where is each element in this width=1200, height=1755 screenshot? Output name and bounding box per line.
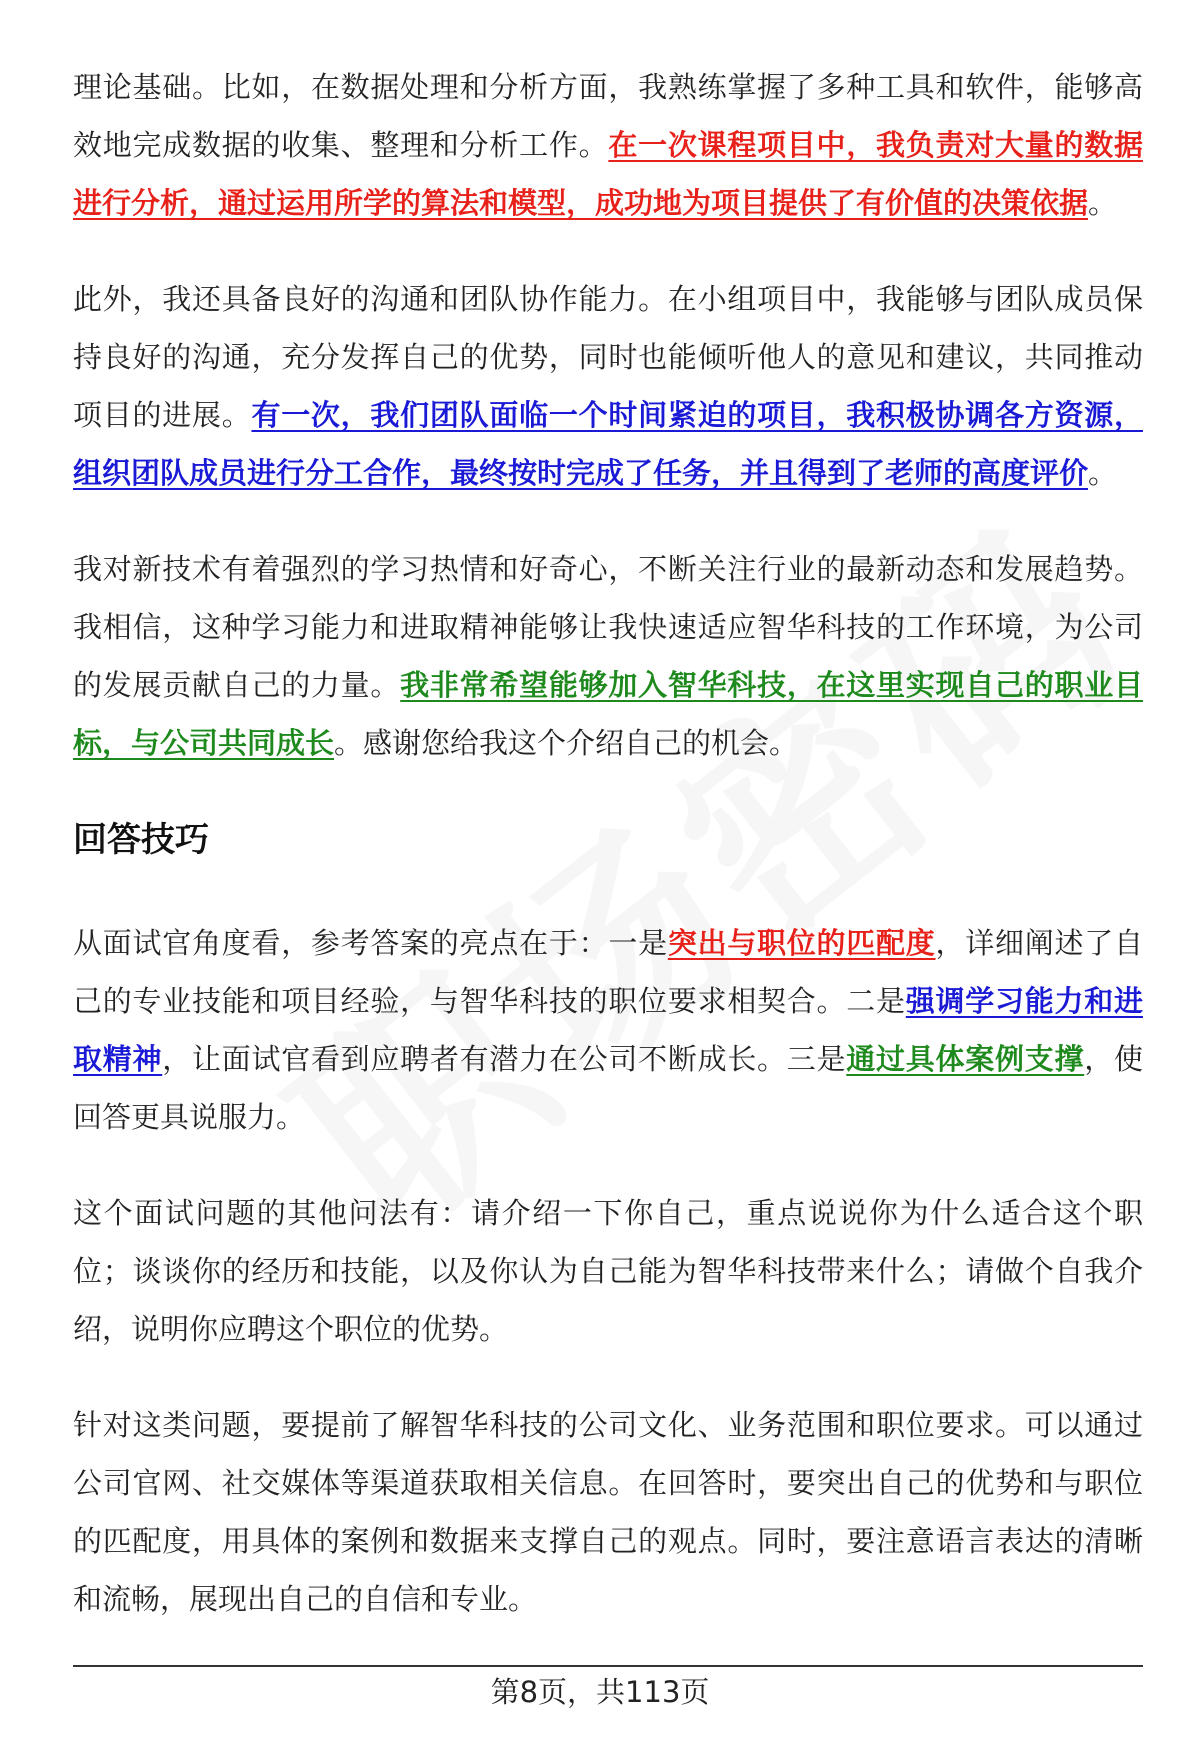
- text-segment: 。: [1088, 456, 1118, 490]
- paragraph-1: [73, 58, 1143, 232]
- tips-paragraph-3: [73, 1396, 1143, 1628]
- text-segment: 。感谢您给我这个介绍自己的机会。: [334, 726, 799, 760]
- text-segment: 针对这类问题，要提前了解智华科技的公司文化、业务范围和职位要求。可以通过公司官网、社交媒体等渠道获取相关信息。在回答时，要突出自己的优势和与职位的匹配度，用具体的案例和数据来支撑自己的观点。同时，要注意语言表达的清晰和流畅，展现出自己的自信和专业。: [73, 1408, 1143, 1616]
- highlight-green: 我非常希望能够加入智华科技，在这里实现自己的职业目标，与公司共同成长: [73, 668, 1143, 760]
- tips-paragraph-1: [73, 914, 1143, 1146]
- text-segment: ，让面试官看到应聘者有潜力在公司不断成长。三是: [162, 1042, 847, 1076]
- highlight-green: 通过具体案例支撑: [846, 1042, 1085, 1076]
- text-segment: ，使回答更具说服力。: [73, 1042, 1143, 1134]
- text-segment: 这个面试问题的其他问法有：请介绍一下你自己，重点说说你为什么适合这个职位；谈谈你的经历和技能，以及你认为自己能为智华科技带来什么；请做个自我介绍，说明你应聘这个职位的优势。: [73, 1196, 1143, 1346]
- text-segment: 从面试官角度看，参考答案的亮点在于：一是: [73, 926, 668, 960]
- text-segment: ，详细阐述了自己的专业技能和项目经验，与智华科技的职位要求相契合。二是: [73, 926, 1143, 1018]
- footer-divider: [73, 1665, 1143, 1667]
- text-segment: 此外，我还具备良好的沟通和团队协作能力。在小组项目中，我能够与团队成员保持良好的沟通，充分发挥自己的优势，同时也能倾听他人的意见和建议，共同推动项目的进展。: [73, 282, 1143, 432]
- section-heading: 回答技巧: [73, 820, 209, 860]
- document-body: [73, 58, 1143, 1628]
- text-segment: 我对新技术有着强烈的学习热情和好奇心，不断关注行业的最新动态和发展趋势。我相信，这种学习能力和进取精神能够让我快速适应智华科技的工作环境，为公司的发展贡献自己的力量。: [73, 552, 1143, 702]
- page-number: 第8页，共113页: [490, 1675, 710, 1709]
- highlight-red: 在一次课程项目中，我负责对大量的数据进行分析，通过运用所学的算法和模型，成功地为项目提供了有价值的决策依据: [73, 128, 1143, 220]
- tips-paragraph-2: [73, 1184, 1143, 1358]
- text-segment: 。: [1088, 186, 1118, 220]
- paragraph-2: [73, 270, 1143, 502]
- paragraph-3: [73, 540, 1143, 772]
- highlight-blue: 有一次，我们团队面临一个时间紧迫的项目，我积极协调各方资源，组织团队成员进行分工合作，最终按时完成了任务，并且得到了老师的高度评价: [73, 398, 1143, 490]
- highlight-red: 突出与职位的匹配度: [667, 926, 936, 960]
- text-segment: 理论基础。比如，在数据处理和分析方面，我熟练掌握了多种工具和软件，能够高效地完成数据的收集、整理和分析工作。: [73, 70, 1143, 162]
- highlight-blue: 强调学习能力和进取精神: [73, 984, 1143, 1076]
